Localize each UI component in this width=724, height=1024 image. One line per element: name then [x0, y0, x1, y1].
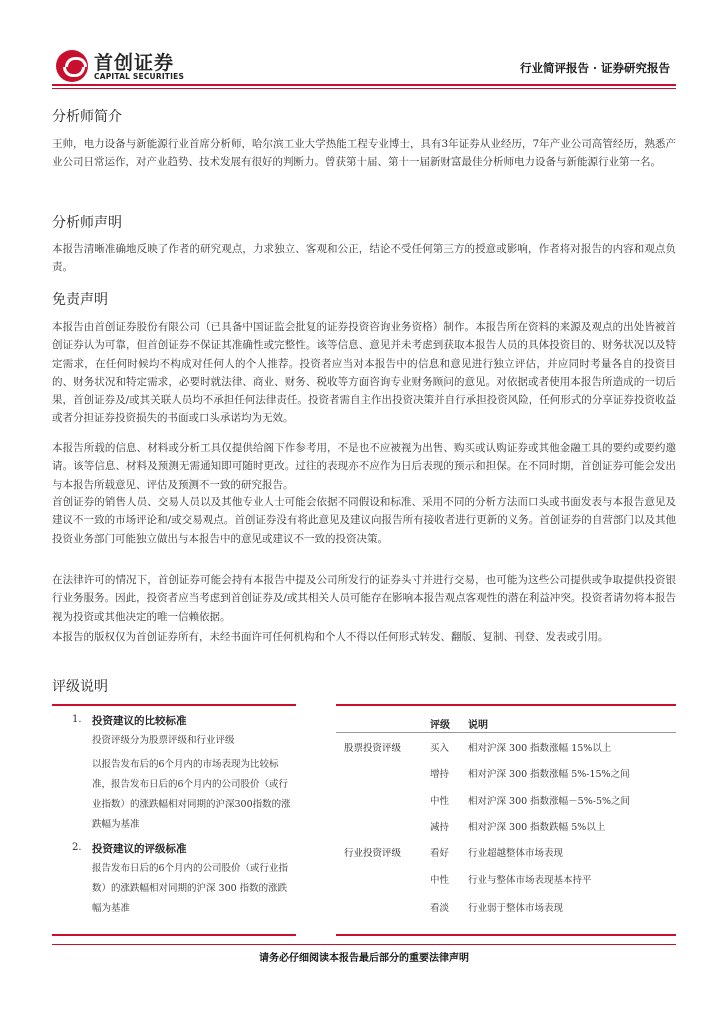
table-cell-rating: 增持 [430, 769, 450, 780]
table-cell-desc: 行业超越整体市场表现 [468, 848, 564, 859]
table-cell-desc: 相对沪深 300 指数跌幅 5%以上 [468, 822, 606, 833]
item-title: 投资建议的评级标准 [92, 843, 187, 855]
table-header-desc: 说明 [468, 720, 488, 731]
table-cell-rating: 看淡 [430, 903, 450, 914]
item-text: 报告发布日后的6个月内的公司股价（或行业指数）的涨跌幅相对同期的沪深 300 指数的涨跌幅为基准 [92, 863, 289, 914]
disclaimer-paragraph: 本报告由首创证券股份有限公司（已具备中国证监会批复的证券投资咨询业务资格）制作。本报告所在资料的来源及观点的出处皆被首创证券认为可靠，但首创证券不保证其准确性或完整性。该等信息、意见并未考虑到获取本报告人员的具体投资目的、财务状况以及特定需求，在任何时候均不构成对任何人的个人推荐。投资者应当对本报告中的信息和意见进行独立评估，并应同时考量各自的投资目的、财务状况和特定需求，必要时就法律、商业、财务、税收等方面咨询专业财务顾问的意见。对依据或者使用本报告所造成的一切后果，首创证券及/或其关联人员均不承担任何法律责任。投资者需自主作出投资决策并自行承担投资风险，任何形式的分享证券投资收益或者分担证券投资损失的书面或口头承诺均为无效。 [52, 321, 676, 425]
table-cell-rating: 减持 [430, 822, 450, 833]
disclaimer-paragraph: 本报告的版权仅为首创证券所有，未经书面许可任何机构和个人不得以任何形式转发、翻版、复制、刊登、发表或引用。 [52, 631, 609, 643]
table-cell-rating: 中性 [430, 796, 450, 807]
analyst-statement-title: 分析师声明 [52, 215, 122, 231]
page-header [52, 44, 676, 84]
analyst-intro-title: 分析师简介 [52, 109, 122, 125]
disclaimer-paragraph: 首创证券的销售人员、交易人员以及其他专业人士可能会依据不同假设和标准、采用不同的分析方法而口头或书面发表与本报告意见及建议不一致的市场评论和/或交易观点。首创证券没有将此意见及建议向报告所有接收者进行更新的义务。首创证券的自营部门以及其他投资业务部门可能独立做出与本报告中的意见或建议不一致的投资决策。 [52, 496, 676, 545]
report-type: 行业简评报告 · 证券研究报告 [519, 61, 670, 75]
table-cell-rating: 看好 [430, 848, 450, 859]
table-cell-desc: 相对沪深 300 指数涨幅 15%以上 [468, 743, 612, 754]
item-subtitle: 投资评级分为股票评级和行业评级 [92, 735, 235, 746]
disclaimer-title: 免责声明 [52, 292, 108, 308]
table-group-industry: 行业投资评级 [344, 848, 402, 859]
table-header-rule [336, 732, 676, 733]
header-divider [52, 84, 676, 86]
logo-emblem-icon [56, 50, 88, 82]
rating-right-top-rule [336, 704, 676, 706]
rating-left-bottom-rule [52, 934, 296, 936]
rating-right-bottom-rule [336, 934, 676, 936]
analyst-statement-text: 本报告清晰准确地反映了作者的研究观点，力求独立、客观和公正，结论不受任何第三方的授意或影响，作者将对报告的内容和观点负责。 [52, 243, 676, 274]
table-cell-desc: 相对沪深 300 指数涨幅 5%-15%之间 [468, 769, 630, 780]
item-text: 以报告发布后的6个月内的市场表现为比较标准，报告发布日后的6个月内的公司股价（或行业指数）的涨跌幅相对同期的沪深300指数的涨跌幅为基准 [92, 759, 291, 830]
table-cell-rating: 中性 [430, 875, 450, 886]
item-number: 1. [72, 714, 82, 725]
rating-title: 评级说明 [52, 679, 108, 695]
item-number: 2. [72, 842, 82, 853]
company-logo [56, 50, 196, 82]
disclaimer-paragraph: 本报告所载的信息、材料或分析工具仅提供给阁下作参考用，不是也不应被视为出售、购买或认购证券或其他金融工具的要约或要约邀请。该等信息、材料及预测无需通知即可随时更改。过往的表现亦不应作为日后表现的预示和担保。在不同时期，首创证券可能会发出与本报告所载意见、评估及预测不一致的研究报告。 [52, 442, 676, 491]
rating-left-top-rule [52, 704, 296, 706]
rating-panel [52, 704, 676, 936]
company-name-cn: 首创证券 [94, 52, 175, 74]
item-title: 投资建议的比较标准 [92, 715, 187, 727]
analyst-intro-text: 王帅，电力设备与新能源行业首席分析师，哈尔滨工业大学热能工程专业博士，具有3年证券从业经历，7年产业公司高管经历，熟悉产业公司日常运作，对产业趋势、技术发展有很好的判断力。曾获第十届、第十一届新财富最佳分析师电力设备与新能源行业第一名。 [52, 138, 676, 169]
table-header-rating: 评级 [430, 720, 450, 731]
header-divider-thin [52, 88, 676, 89]
disclaimer-paragraph: 在法律许可的情况下，首创证券可能会持有本报告中提及公司所发行的证券头寸并进行交易，也可能为这些公司提供或争取提供投资银行业务服务。因此，投资者应当考虑到首创证券及/或其相关人员可能存在影响本报告观点客观性的潜在利益冲突。投资者请勿将本报告视为投资或其他决定的唯一信赖依据。 [52, 574, 676, 623]
company-name-en: CAPITAL SECURITIES [94, 72, 185, 81]
table-cell-rating: 买入 [430, 743, 450, 754]
table-group-stock: 股票投资评级 [344, 743, 402, 754]
table-cell-desc: 行业弱于整体市场表现 [468, 903, 564, 914]
footer-divider [52, 944, 676, 945]
footer-legal-notice: 请务必仔细阅读本报告最后部分的重要法律声明 [259, 953, 469, 964]
table-cell-desc: 行业与整体市场表现基本持平 [468, 875, 592, 886]
table-cell-desc: 相对沪深 300 指数涨幅－5%-5%之间 [468, 796, 631, 807]
